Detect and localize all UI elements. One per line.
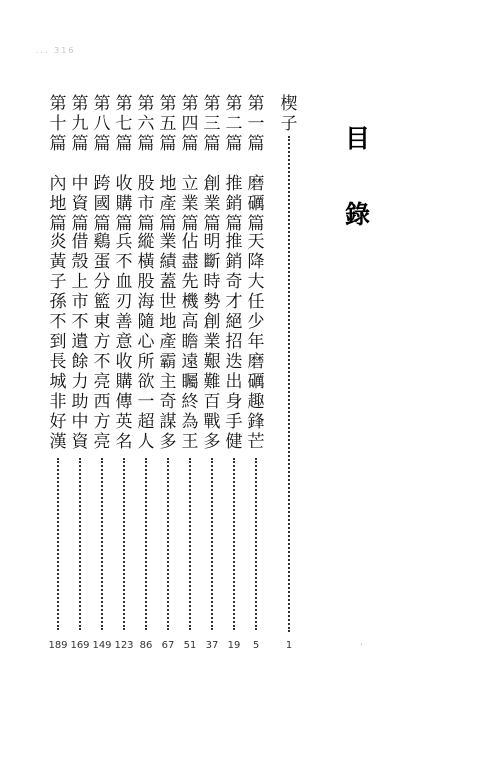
leader-dots [211,458,213,630]
faint-header-text: ... 316 [36,46,76,55]
prologue-page: 1 [285,640,293,651]
chapter-motto: 地 產 霸 主 奇 謀 多 [159,312,177,452]
chapter-number: 第 七 篇 [115,94,133,154]
leader-dots [57,458,59,630]
page-number: 169 [70,640,90,651]
page-number: 37 [205,640,219,651]
leader-dots [101,458,103,630]
chapter-name: 內 地 篇 [49,174,67,234]
chapter-subtitle: 天 降 大 任 [247,232,265,312]
leader-dots [189,458,191,630]
chapter-name: 股 市 篇 [137,174,155,234]
chapter-subtitle: 鷄 蛋 分 籃 [93,232,111,312]
chapter-subtitle: 兵 不 血 刃 [115,232,133,312]
chapter-subtitle: 佔 盡 先 機 [181,232,199,312]
chapter-number: 第 三 篇 [203,94,221,154]
chapter-subtitle: 炎 黃 子 孫 [49,232,67,312]
chapter-name: 磨 礪 篇 [247,174,265,234]
chapter-name: 跨 國 篇 [93,174,111,234]
title-char-mu: 目 [345,124,371,153]
page-number: 86 [139,640,153,651]
chapter-number: 第 四 篇 [181,94,199,154]
chapter-motto: 絕 招 迭 出 身 手 健 [225,312,243,452]
page-number: 67 [161,640,175,651]
chapter-number: 第 六 篇 [137,94,155,154]
chapter-name: 收 購 篇 [115,174,133,234]
chapter-motto: 不 到 長 城 非 好 漢 [49,312,67,452]
chapter-subtitle: 業 績 蓋 世 [159,232,177,312]
chapter-subtitle: 借 殼 上 市 [71,232,89,312]
chapter-number: 第 一 篇 [247,94,265,154]
chapter-name: 中 資 篇 [71,174,89,234]
leader-dots [145,458,147,630]
title-char-lu: 錄 [345,200,371,229]
page-number: 149 [92,640,112,651]
chapter-subtitle: 推 銷 奇 才 [225,232,243,312]
chapter-name: 立 業 篇 [181,174,199,234]
chapter-subtitle: 明 斷 時 勢 [203,232,221,312]
chapter-number: 第 八 篇 [93,94,111,154]
prologue-leader-dots [288,136,290,632]
chapter-motto: 隨 心 所 欲 一 超 人 [137,312,155,452]
chapter-number: 第 十 篇 [49,94,67,154]
chapter-name: 推 銷 篇 [225,174,243,234]
chapter-number: 第 五 篇 [159,94,177,154]
page-number: 51 [183,640,197,651]
fold-mark: · [360,640,364,651]
chapter-subtitle: 縱 橫 股 海 [137,232,155,312]
chapter-number: 第 九 篇 [71,94,89,154]
chapter-motto: 不 遺 餘 力 助 中 資 [71,312,89,452]
page-number: 19 [227,640,241,651]
leader-dots [79,458,81,630]
chapter-motto: 創 業 艱 難 百 戰 多 [203,312,221,452]
page-number: 5 [252,640,260,651]
leader-dots [255,458,257,630]
chapter-name: 創 業 篇 [203,174,221,234]
leader-dots [167,458,169,630]
page-number: 189 [48,640,68,651]
chapter-name: 地 產 篇 [159,174,177,234]
chapter-motto: 善 意 收 購 傳 英 名 [115,312,133,452]
prologue-label: 楔 子 [280,94,298,134]
chapter-number: 第 二 篇 [225,94,243,154]
chapter-motto: 東 方 不 亮 西 方 亮 [93,312,111,452]
page-number: 123 [114,640,134,651]
chapter-motto: 少 年 磨 礪 趣 鋒 芒 [247,312,265,452]
chapter-motto: 高 瞻 遠 矚 終 為 王 [181,312,199,452]
leader-dots [123,458,125,630]
leader-dots [233,458,235,630]
